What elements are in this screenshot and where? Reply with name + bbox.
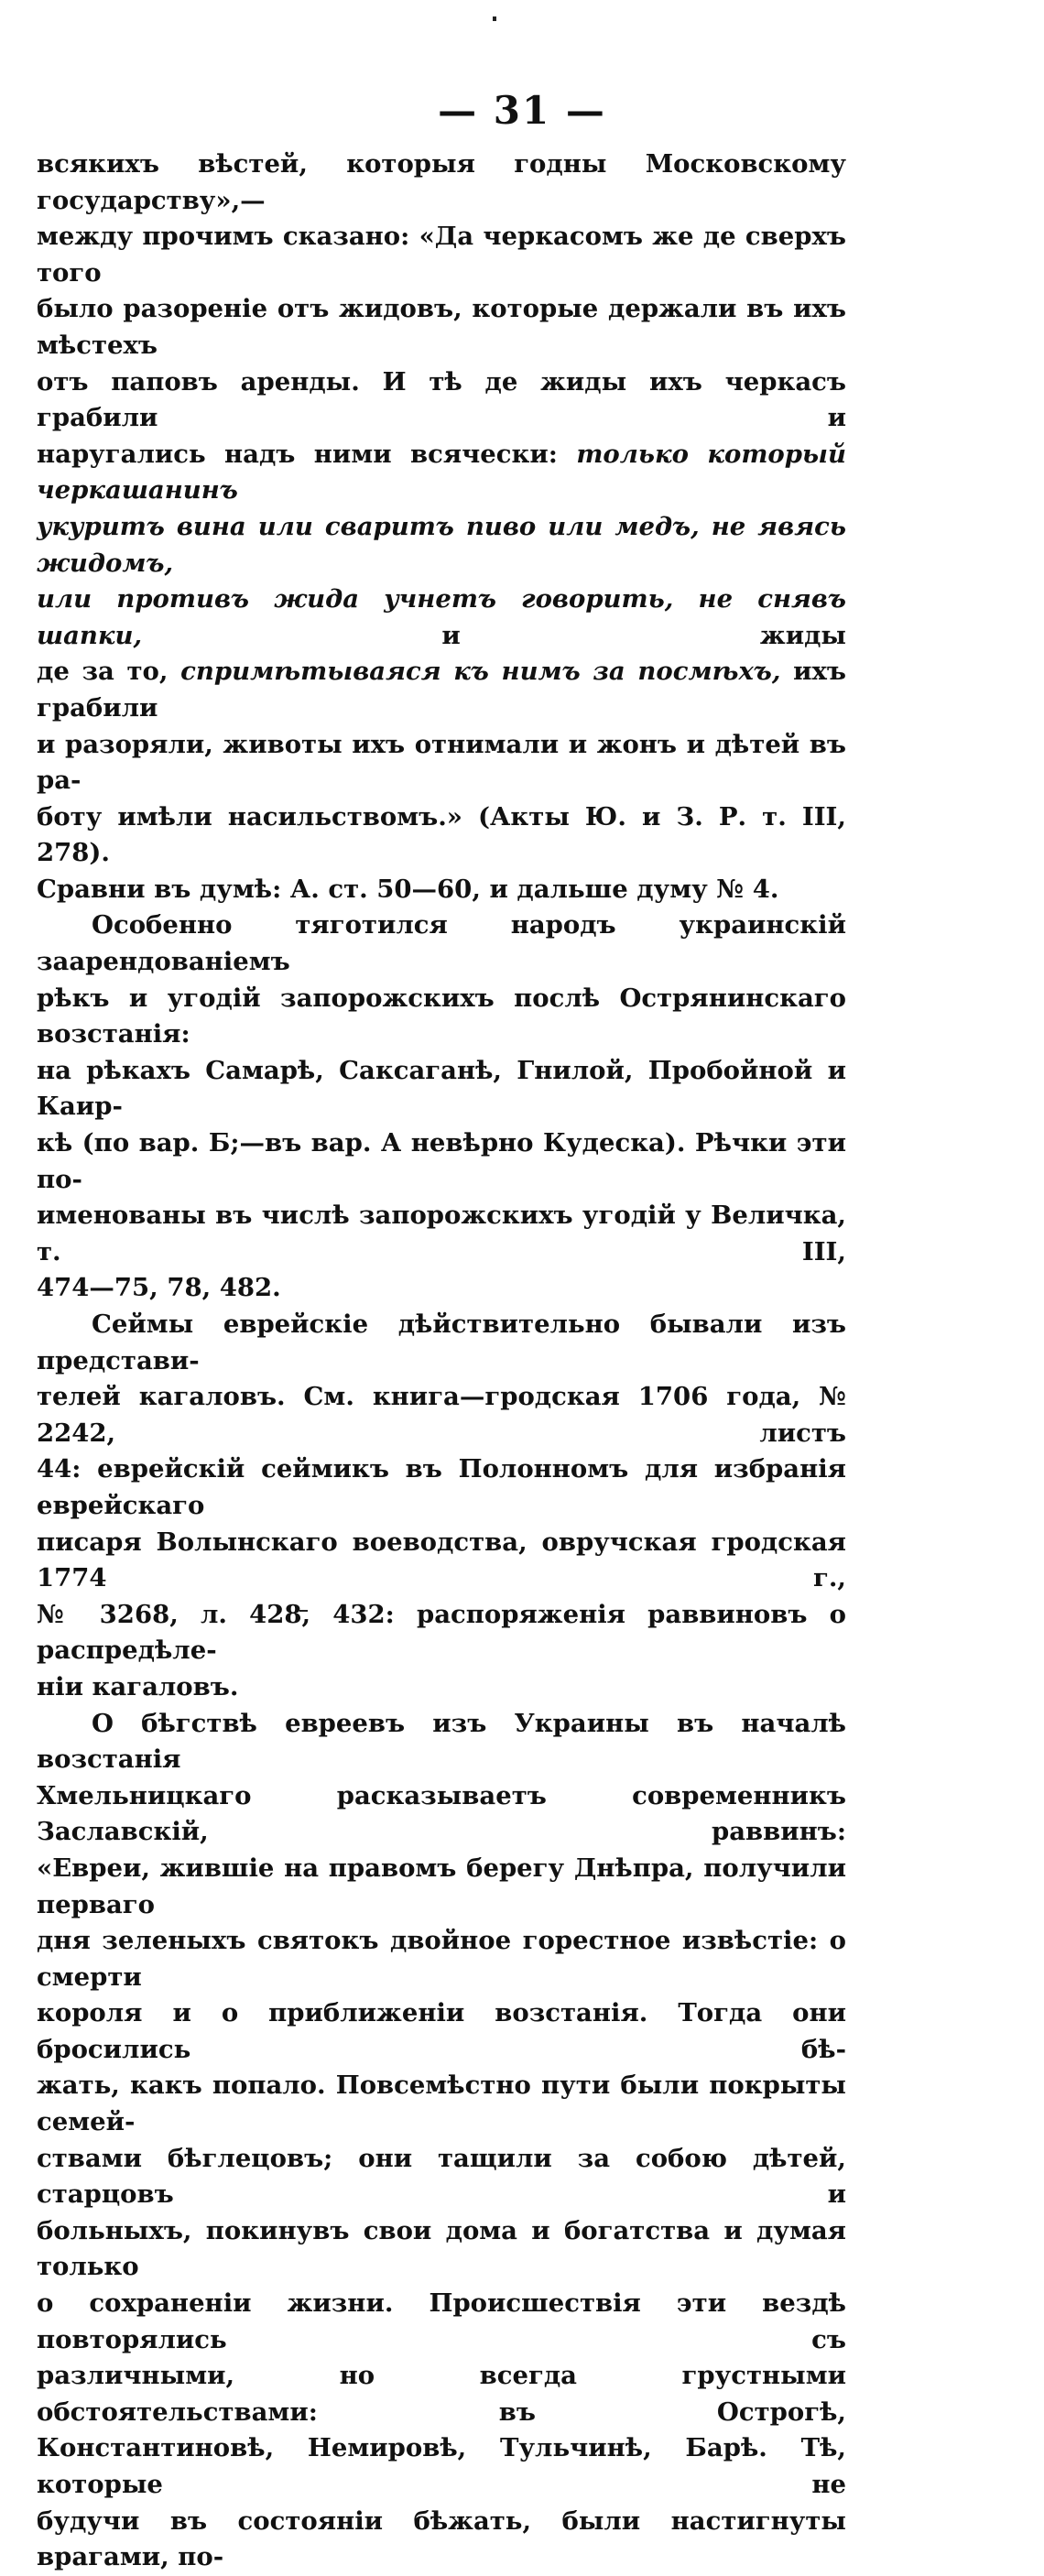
text-line — [37, 654, 846, 726]
text-run: Константиновѣ, Немировѣ, Тульчинѣ, Барѣ. Тѣ, которые не — [37, 2433, 846, 2499]
text-line — [37, 799, 846, 872]
text-run: боту имѣли насильствомъ.» (Акты Ю. и З. Р. т. III, 278). — [37, 801, 846, 868]
body-text — [37, 147, 846, 2576]
ink-speck-top — [493, 16, 496, 21]
text-run: рѣкъ и угодій запорожскихъ послѣ Острянинскаго возстанія: — [37, 983, 846, 1049]
text-run: было разореніе отъ жидовъ, которые держали въ ихъ мѣстехъ — [37, 294, 846, 360]
text-line — [37, 1851, 846, 1923]
text-line — [37, 1307, 846, 1379]
text-line — [37, 727, 846, 799]
text-line — [37, 1379, 846, 1451]
page-number: — 31 — — [438, 88, 606, 133]
text-run: наругались надъ ними всячески: — [37, 439, 577, 469]
text-line — [37, 2286, 846, 2358]
text-run: кѣ (по вар. Б;—въ вар. А невѣрно Кудеска). Рѣчки эти по- — [37, 1128, 846, 1194]
text-run: 44: еврейскій сеймикъ въ Полонномъ для избранія еврейскаго — [37, 1454, 846, 1520]
text-line — [37, 1198, 846, 1270]
text-line — [37, 1525, 846, 1597]
text-line — [37, 1451, 846, 1524]
text-line — [37, 291, 846, 364]
text-line — [37, 437, 846, 509]
text-line — [37, 1669, 846, 1706]
text-run: всякихъ вѣстей, которыя годны Московскому государству»,— — [37, 149, 846, 215]
text-line — [37, 582, 846, 654]
text-run: между прочимъ сказано: «Да черкасомъ же де сверхъ того — [37, 222, 846, 288]
text-line — [37, 872, 846, 908]
text-run: жать, какъ попало. Повсемѣстно пути были покрыты семей- — [37, 2071, 846, 2137]
text-run: короля и о приближеніи возстанія. Тогда они бросились бѣ- — [37, 1998, 846, 2064]
text-run: различными, но всегда грустными обстоятельствами: въ Острогѣ, — [37, 2361, 846, 2427]
text-run: и жиды — [142, 620, 846, 650]
text-run: № 3268, л. 428, 432: распоряженія раввиновъ о распредѣле- — [37, 1599, 846, 1666]
text-run: писаря Волынскаго воеводства, овручская гродская 1774 г., — [37, 1527, 846, 1593]
text-line — [37, 1125, 846, 1198]
text-run: де за то, — [37, 657, 181, 687]
text-run: именованы въ числѣ запорожскихъ угодій у Величка, т. III, — [37, 1201, 846, 1266]
paragraph-p2 — [37, 908, 846, 1307]
text-line — [37, 1995, 846, 2068]
text-line — [37, 1597, 846, 1669]
paragraph-p1 — [37, 147, 846, 908]
text-run: «Евреи, жившіе на правомъ берегу Днѣпра, получили перваго — [37, 1853, 846, 1919]
text-line — [37, 1778, 846, 1851]
text-run: больныхъ, покинувъ свои дома и богатства и думая только — [37, 2215, 846, 2282]
text-line — [37, 364, 846, 437]
text-run: о сохраненіи жизни. Происшествія эти вездѣ повторялись съ — [37, 2288, 846, 2354]
text-line — [37, 1053, 846, 1125]
text-run: ніи кагаловъ. — [37, 1671, 239, 1701]
text-line — [37, 2213, 846, 2286]
text-run: телей кагаловъ. См. книга—гродская 1706 года, № 2242, листъ — [37, 1382, 846, 1448]
text-run: отъ паповъ аренды. И тѣ де жиды ихъ черкасъ грабили и — [37, 366, 846, 433]
text-line — [37, 1923, 846, 1995]
text-run: ихъ грабили — [37, 657, 846, 723]
italic-text-run: укуритъ вина или сваритъ пиво или медъ, не явясь жидомъ, — [37, 511, 846, 578]
text-run: О бѣгствѣ евреевъ изъ Украины въ началѣ возстанія — [37, 1708, 846, 1775]
text-line — [37, 2068, 846, 2140]
italic-text-run: только который черкашанинъ — [37, 439, 846, 505]
text-run: и разоряли, животы ихъ отнимали и жонъ и дѣтей въ ра- — [37, 729, 846, 796]
text-line — [37, 2141, 846, 2213]
text-line — [37, 908, 846, 980]
text-run: Особенно тяготился народъ украинскій заарендованіемъ — [37, 910, 846, 977]
text-line — [37, 2504, 846, 2576]
italic-text-run: или противъ жида учнетъ говорить, не снявъ шапки, — [37, 584, 846, 650]
text-line — [37, 219, 846, 291]
text-line — [37, 2358, 846, 2430]
italic-text-run: спримѣтываяся къ нимъ за посмѣхъ, — [180, 657, 781, 687]
text-run: Сеймы еврейскіе дѣйствительно бывали изъ представи- — [37, 1310, 846, 1375]
text-line — [37, 1270, 846, 1307]
text-run: дня зеленыхъ святокъ двойное горестное извѣстіе: о смерти — [37, 1926, 846, 1992]
text-run: Сравни въ думѣ: А. ст. 50—60, и дальше думу № 4. — [37, 874, 779, 904]
text-run: 474—75, 78, 482. — [37, 1273, 281, 1303]
text-line — [37, 2430, 846, 2503]
text-run: будучи въ состояніи бѣжать, были настигнуты врагами, по- — [37, 2505, 846, 2572]
text-run: ствами бѣглецовъ; они тащили за собою дѣтей, старцовъ и — [37, 2143, 846, 2210]
text-line — [37, 147, 846, 219]
paragraph-p4 — [37, 1706, 846, 2576]
paragraph-p3 — [37, 1307, 846, 1706]
text-run: Хмельницкаго расказываетъ современникъ Заславскій, раввинъ: — [37, 1780, 846, 1847]
text-line — [37, 981, 846, 1053]
text-line — [37, 509, 846, 582]
text-line — [37, 1706, 846, 1778]
text-run: на рѣкахъ Самарѣ, Саксаганѣ, Гнилой, Пробойной и Каир- — [37, 1055, 846, 1122]
